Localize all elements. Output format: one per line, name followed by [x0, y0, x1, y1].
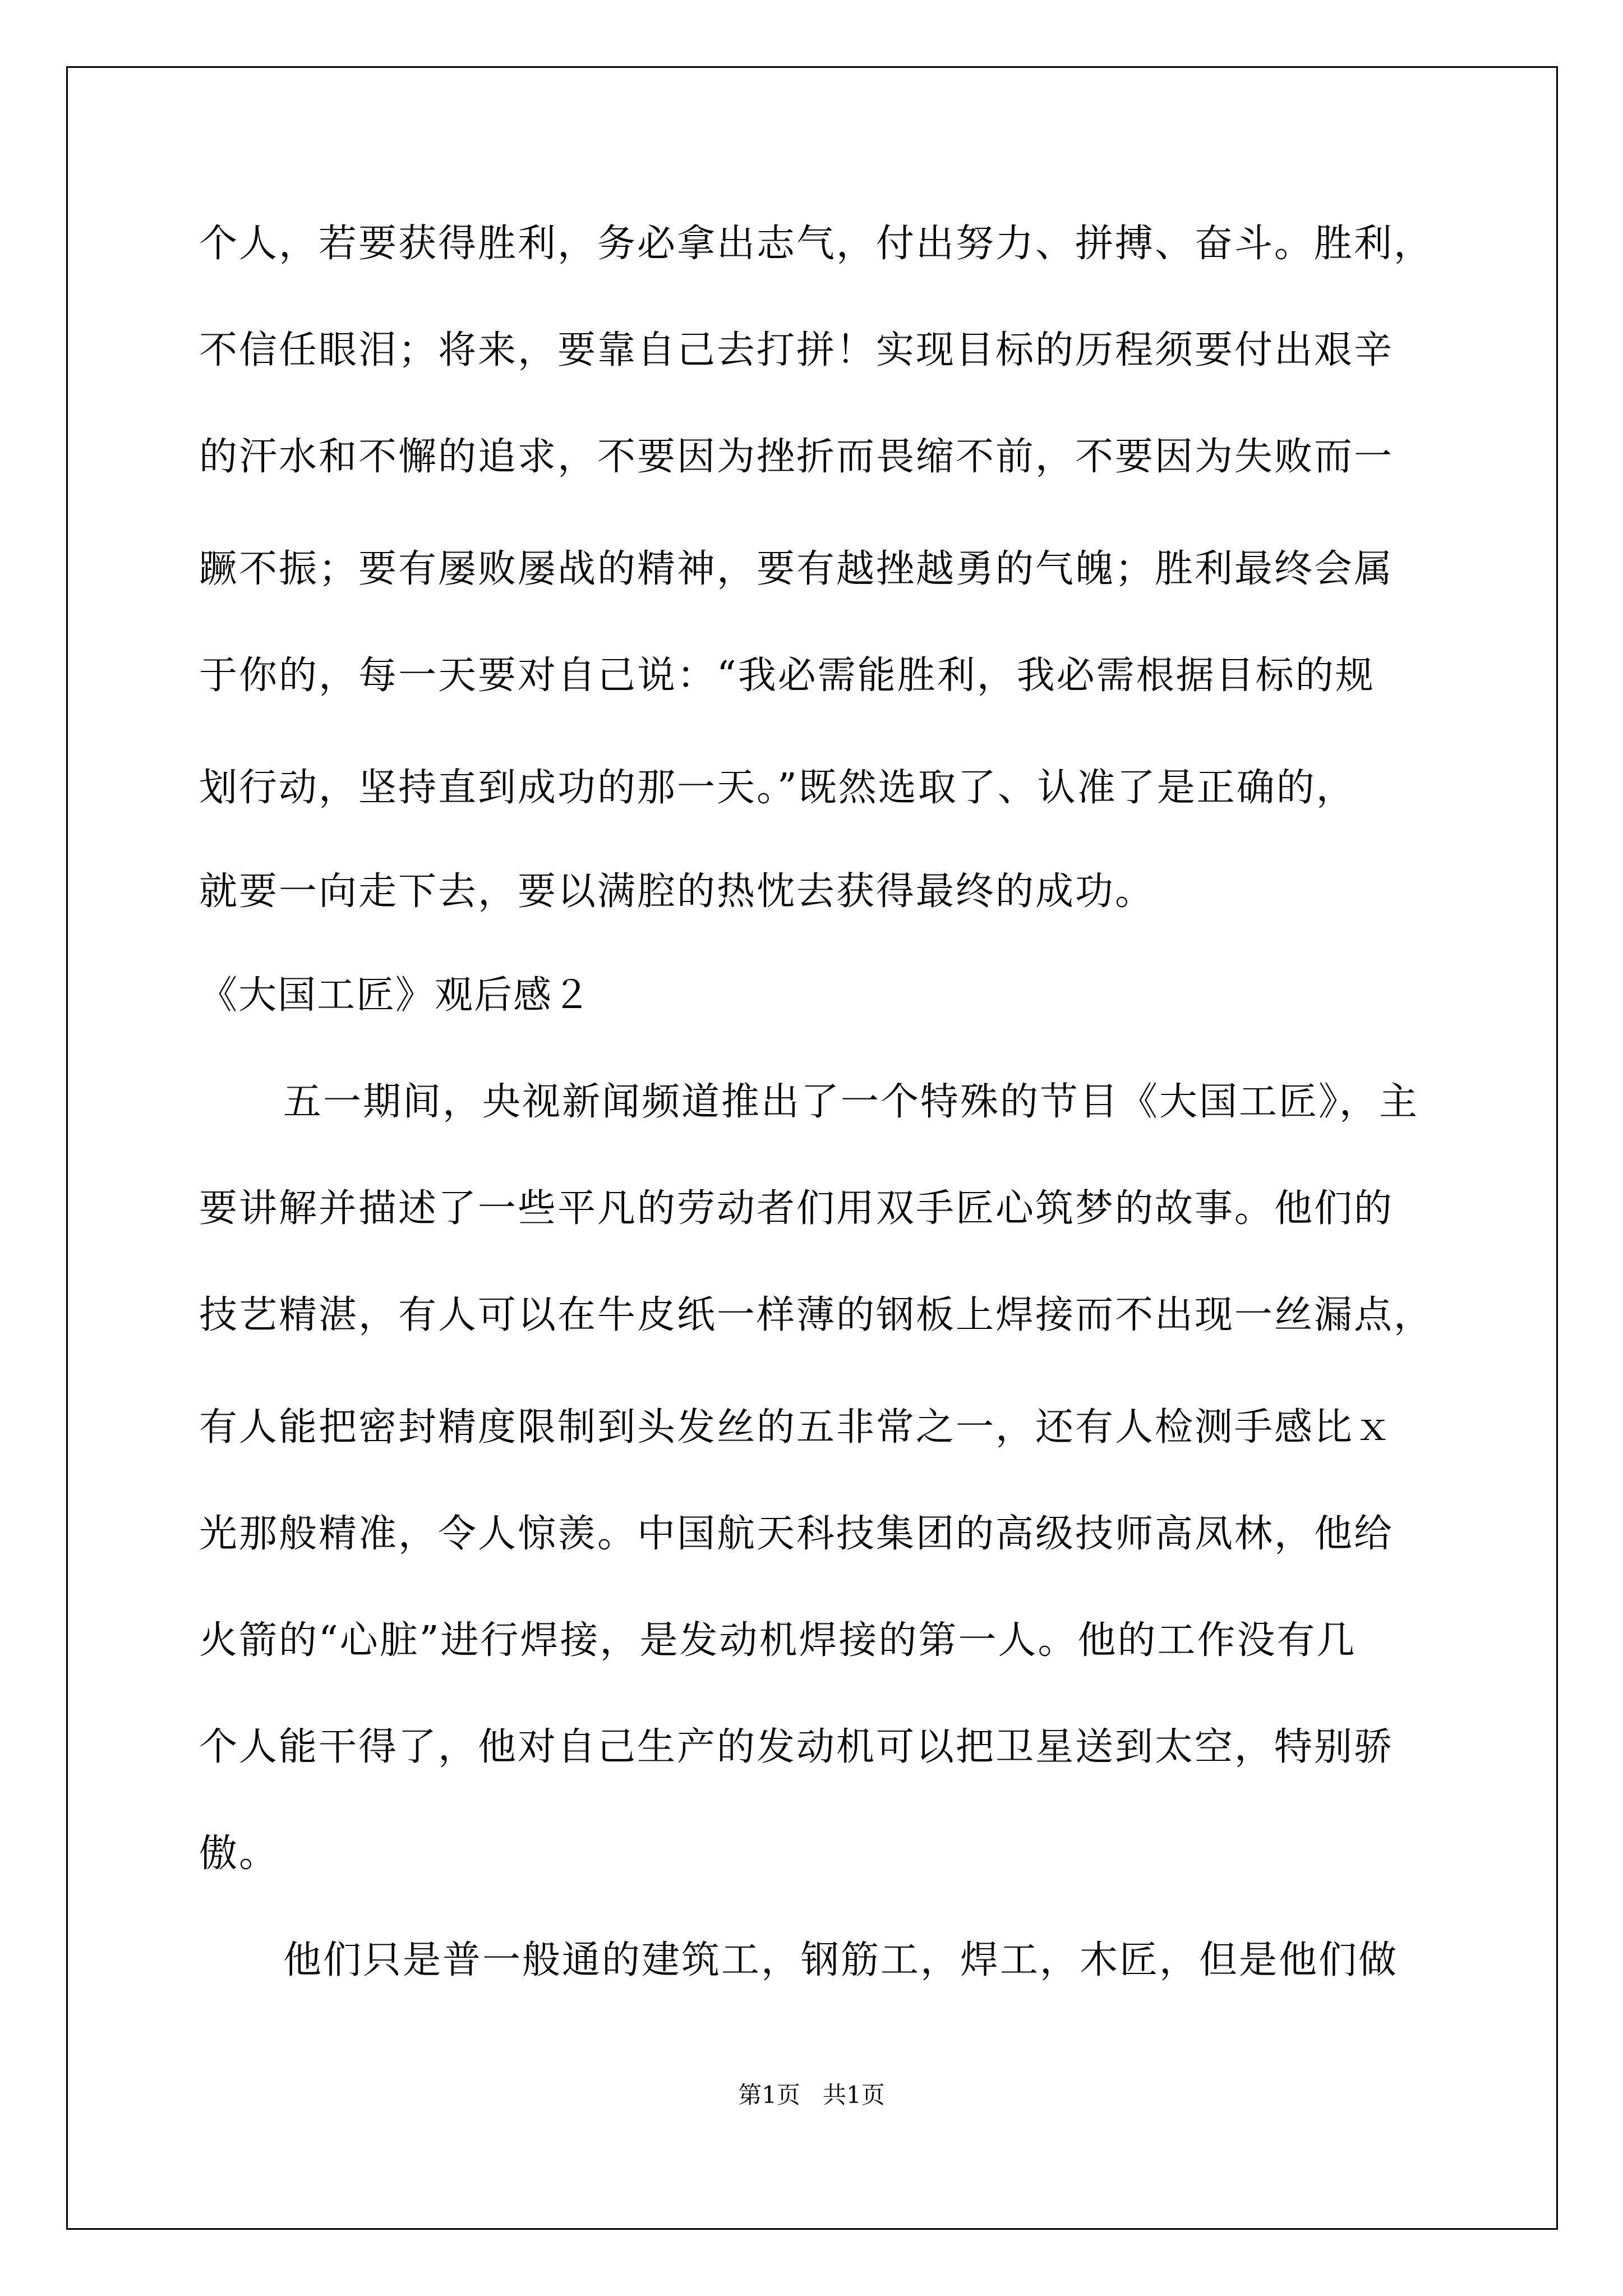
text-line: 不信任眼泪；将来，要靠自己去打拼！实现目标的历程须要付出艰辛	[199, 328, 1394, 372]
text-line: 技艺精湛，有人可以在牛皮纸一样薄的钢板上焊接而不出现一丝漏点，	[199, 1293, 1434, 1337]
text-line: 的汗水和不懈的追求，不要因为挫折而畏缩不前，不要因为失败而一	[199, 435, 1394, 479]
text-line: 光那般精准，令人惊羡。中国航天科技集团的高级技师高凤林，他给	[199, 1512, 1394, 1556]
text-line: 就要一向走下去，要以满腔的热忱去获得最终的成功。	[199, 869, 1155, 914]
text-line: 傲。	[199, 1832, 279, 1876]
text-line: 个人，若要获得胜利，务必拿出志气，付出努力、拼搏、奋斗。胜利，	[199, 222, 1434, 266]
text-line: 有人能把密封精度限制到头发丝的五非常之一，还有人检测手感比ｘ	[199, 1405, 1394, 1450]
text-line: 于你的，每一天要对自己说：“我必需能胜利，我必需根据目标的规	[199, 654, 1375, 698]
text-line: 划行动，坚持直到成功的那一天。”既然选取了、认准了是正确的，	[199, 766, 1356, 810]
page-border	[66, 66, 1558, 2230]
section-heading: 《大国工匠》观后感２	[199, 973, 592, 1018]
paragraph-first-line: 他们只是普一般通的建筑工，钢筋工，焊工，木匠，但是他们做	[283, 1938, 1399, 1982]
paragraph-first-line: 五一期间，央视新闻频道推出了一个特殊的节目《大国工匠》，主	[283, 1080, 1419, 1124]
text-line: 蹶不振；要有屡败屡战的精神，要有越挫越勇的气魄；胜利最终会属	[199, 547, 1394, 591]
text-line: 要讲解并描述了一些平凡的劳动者们用双手匠心筑梦的故事。他们的	[199, 1186, 1394, 1231]
page-footer: 第1页 共1页	[738, 2081, 885, 2109]
text-line: 个人能干得了，他对自己生产的发动机可以把卫星送到太空，特别骄	[199, 1725, 1394, 1769]
text-line: 火箭的“心脏”进行焊接，是发动机焊接的第一人。他的工作没有几	[199, 1618, 1357, 1663]
